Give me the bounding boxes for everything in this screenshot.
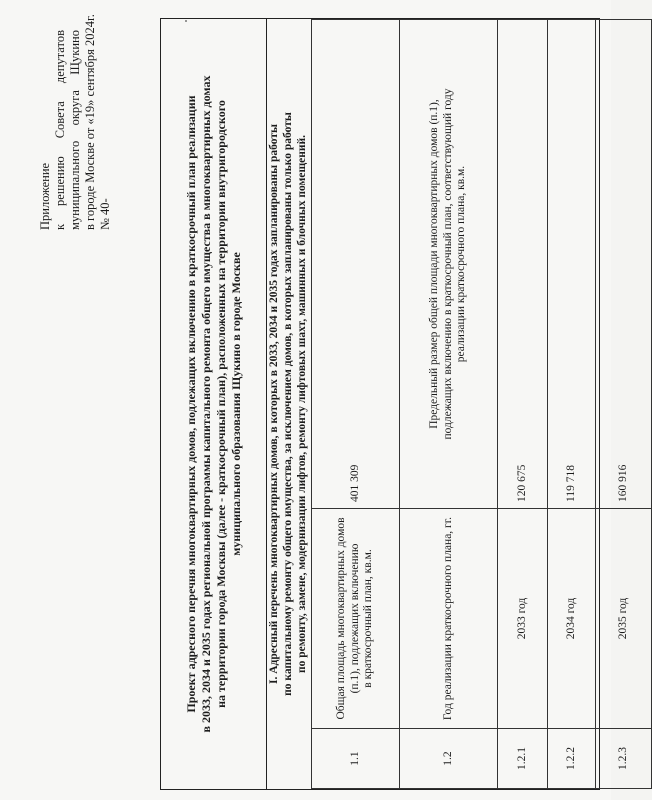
table-row (312, 20, 400, 789)
label-line: Общая площадь многоквартирных домов (335, 517, 348, 720)
table-row (596, 20, 652, 789)
annex-word: Щукино (68, 30, 82, 75)
annex-line-5: № 40- (98, 198, 112, 230)
document-frame (160, 18, 629, 790)
document-title (161, 19, 267, 789)
row-number: 1.2.1 (498, 729, 548, 789)
row-number: 1.2.2 (548, 729, 596, 789)
section-line: по капитальному ремонту общего имущества, за исключением домов, в которых запланированы только работы (282, 112, 294, 696)
row-number: 1.2 (400, 729, 498, 789)
annex-word: Совета (53, 101, 67, 139)
row-number: 1.1 (312, 729, 400, 789)
label-line: (п.1), подлежащих включению (348, 543, 361, 694)
title-line: муниципального образования Щукино в городе Москве (228, 252, 243, 556)
annex-line-4: в городе Москве от «19» сентября 2024г. (83, 14, 97, 230)
label-line: Год реализации краткосрочного плана, гг. (441, 516, 454, 721)
label-line: в краткосрочный план, кв.м. (362, 549, 375, 688)
annex-line-2 (53, 30, 68, 230)
title-line: в 2033, 2034 и 2035 годах региональной программы капитального ремонта общего имущества в многоквартирных домах (198, 75, 213, 733)
section-heading (268, 19, 308, 789)
annex-header (38, 14, 113, 230)
section-line: по ремонту, замене, модернизации лифтов, ремонту лифтовых шахт, машинных и блочных помещений. (296, 134, 308, 674)
row-label: 2034 год (548, 509, 596, 729)
value-line: реализации краткосрочного плана, кв.м. (455, 165, 468, 363)
table-row (548, 20, 596, 789)
annex-line-3 (68, 30, 83, 230)
row-label: 2033 год (498, 509, 548, 729)
row-number: 1.2.3 (596, 729, 652, 789)
scan-speck (185, 20, 187, 22)
title-line: на территории города Москвы (далее - краткосрочный план), расположенных на территории внутригородского (213, 100, 228, 708)
row-label (312, 509, 400, 729)
data-table (311, 19, 652, 789)
annex-word: к (53, 223, 67, 230)
row-label (400, 509, 498, 729)
row-value: 401 309 (312, 20, 400, 509)
annex-word: решению (53, 156, 67, 206)
annex-line-1: Приложение (38, 162, 52, 230)
row-value (400, 20, 498, 509)
row-value: 160 916 (596, 20, 652, 509)
row-value: 119 718 (548, 20, 596, 509)
section-line: I. Адресный перечень многоквартирных домов, в которых в 2033, 2034 и 2035 годах запланированы работы (268, 124, 280, 685)
annex-word: муниципального (68, 140, 82, 230)
title-line: Проект адресного перечня многоквартирных домов, подлежащих включению в краткосрочный план реализации (183, 95, 198, 713)
annex-word: округа (68, 90, 82, 126)
annex-word: депутатов (53, 30, 67, 84)
table-row (400, 20, 498, 789)
table-row (498, 20, 548, 789)
row-label: 2035 год (596, 509, 652, 729)
value-line: подлежащих включению в краткосрочный план, соответствующий году (441, 88, 454, 440)
value-line: Предельный размер общей площади многоквартирных домов (п.1), (428, 99, 441, 429)
row-value: 120 675 (498, 20, 548, 509)
